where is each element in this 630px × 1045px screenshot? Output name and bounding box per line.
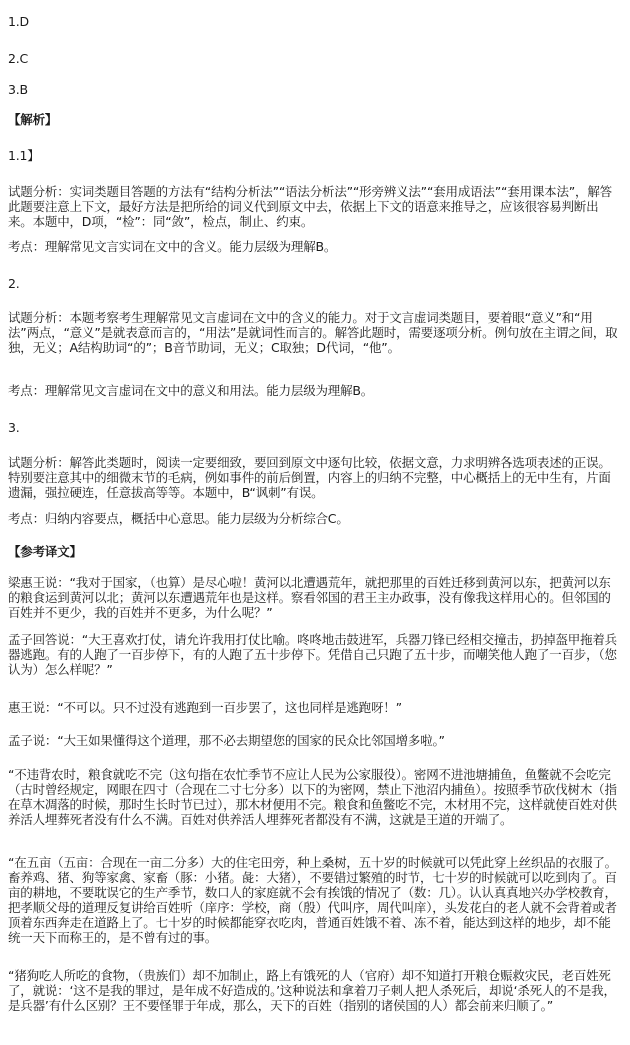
answer-1: 1.D xyxy=(8,14,29,29)
translation-paragraph-2: 孟子回答说：“大王喜欢打仗，请允许我用打仗比喻。咚咚地击鼓进军，兵器刀锋已经相交撞击，扔掉盔甲拖着兵器逃跑。有的人跑了一百步停下，有的人跑了五十步停下。凭借自己只跑了五十步，而嘲笑他人跑了一百步，（您认为）怎么样呢？” xyxy=(8,632,617,677)
q1-exam-point: 考点：理解常见文言实词在文中的含义。能力层级为理解B。 xyxy=(8,239,337,254)
q1-analysis: 试题分析：实词类题目答题的方法有“结构分析法”“语法分析法”“形旁辨义法”“套用成语法”“套用课本法”，解答此题要注意上下文，最好方法是把所给的词义代到原文中去，依据上下文的语意来推导之，应该很容易判断出来。本题中，D项，“检”：同“敛”，检点，制止、约束。 xyxy=(8,184,612,229)
answer-2: 2.C xyxy=(8,51,29,66)
translation-paragraph-1: 梁惠王说：“我对于国家，（也算）是尽心啦！黄河以北遭遇荒年，就把那里的百姓迁移到黄河以东，把黄河以东的粮食运到黄河以北；黄河以东遭遇荒年也是这样。察看邻国的君王主办政事，没有像我这样用心的。但邻国的百姓并不更少，我的百姓并不更多，为什么呢？” xyxy=(8,575,611,620)
q3-number: 3. xyxy=(8,420,20,435)
q2-analysis: 试题分析：本题考察考生理解常见文言虚词在文中的含义的能力。对于文言虚词类题目，要着眼“意义”和“用法”两点，“意义”是就表意而言的，“用法”是就词性而言的。解答此题时，需要逐项分析。例句放在主谓之间，取独，无义；A结构助词“的”；B音节助词，无义；C取独；D代词，“他”。 xyxy=(8,310,618,355)
q3-analysis: 试题分析：解答此类题时，阅读一定要细致，要回到原文中逐句比较，依据文意，力求明辨各选项表述的正误。特别要注意其中的细微末节的毛病，例如事件的前后倒置，内容上的归纳不完整，中心概括上的无中生有，片面遗漏，强拉硬连，任意拔高等等。本题中，B“讽刺”有误。 xyxy=(8,455,611,500)
q3-exam-point: 考点：归纳内容要点，概括中心意思。能力层级为分析综合C。 xyxy=(8,511,349,526)
q1-number: 1.1】 xyxy=(8,148,40,163)
q2-exam-point: 考点：理解常见文言虚词在文中的意义和用法。能力层级为理解B。 xyxy=(8,383,374,398)
translation-paragraph-5: “不违背农时，粮食就吃不完（这句指在农忙季节不应让人民为公家服役）。密网不进池塘捕鱼，鱼鳖就不会吃完（古时曾经规定，网眼在四寸（合现在二寸七分多）以下的为密网，禁止下池沼内捕鱼）。按照季节砍伐树木（指在草木凋落的时候，那时生长时节已过），那木材便用不完。粮食和鱼鳖吃不完，木材用不完，这样就使百姓对供养活人埋葬死者没有什么不满。百姓对供养活人埋葬死者都没有不满，这就是王道的开端了。 xyxy=(8,767,617,827)
analysis-heading: 【解析】 xyxy=(8,112,58,127)
answer-3: 3.B xyxy=(8,82,28,97)
translation-paragraph-6: “在五亩（五亩：合现在一亩二分多）大的住宅田旁，种上桑树，五十岁的时候就可以凭此穿上丝织品的衣服了。畜养鸡、猪、狗等家禽、家畜（豚：小猪。彘：大猪），不要错过繁殖的时节，七十岁的时候就可以吃到肉了。百亩的耕地，不要耽误它的生产季节，数口人的家庭就不会有挨饿的情况了（数：几）。认认真真地兴办学校教育，把孝顺父母的道理反复讲给百姓听（庠序：学校，商（殷）代叫序，周代叫庠），头发花白的老人就不会背着或者顶着东西奔走在道路上了。七十岁的时候都能穿衣吃肉，普通百姓饿不着、冻不着，能达到这样的地步，却不能统一天下而称王的，是不曾有过的事。 xyxy=(8,855,617,945)
q2-number: 2. xyxy=(8,276,20,291)
translation-paragraph-7: “猪狗吃人所吃的食物，（贵族们）却不加制止，路上有饿死的人（官府）却不知道打开粮仓赈救灾民，老百姓死了，就说：‘这不是我的罪过，是年成不好造成的。’这种说法和拿着刀子刺人把人杀死后，却说‘杀死人的不是我，是兵器’有什么区别？王不要怪罪于年成，那么，天下的百姓（指别的诸侯国的人）都会前来归顺了。” xyxy=(8,968,616,1013)
translation-heading: 【参考译文】 xyxy=(8,544,82,559)
translation-paragraph-4: 孟子说：“大王如果懂得这个道理，那不必去期望您的国家的民众比邻国增多啦。” xyxy=(8,733,445,748)
translation-paragraph-3: 惠王说：“不可以。只不过没有逃跑到一百步罢了，这也同样是逃跑呀！” xyxy=(8,700,402,715)
